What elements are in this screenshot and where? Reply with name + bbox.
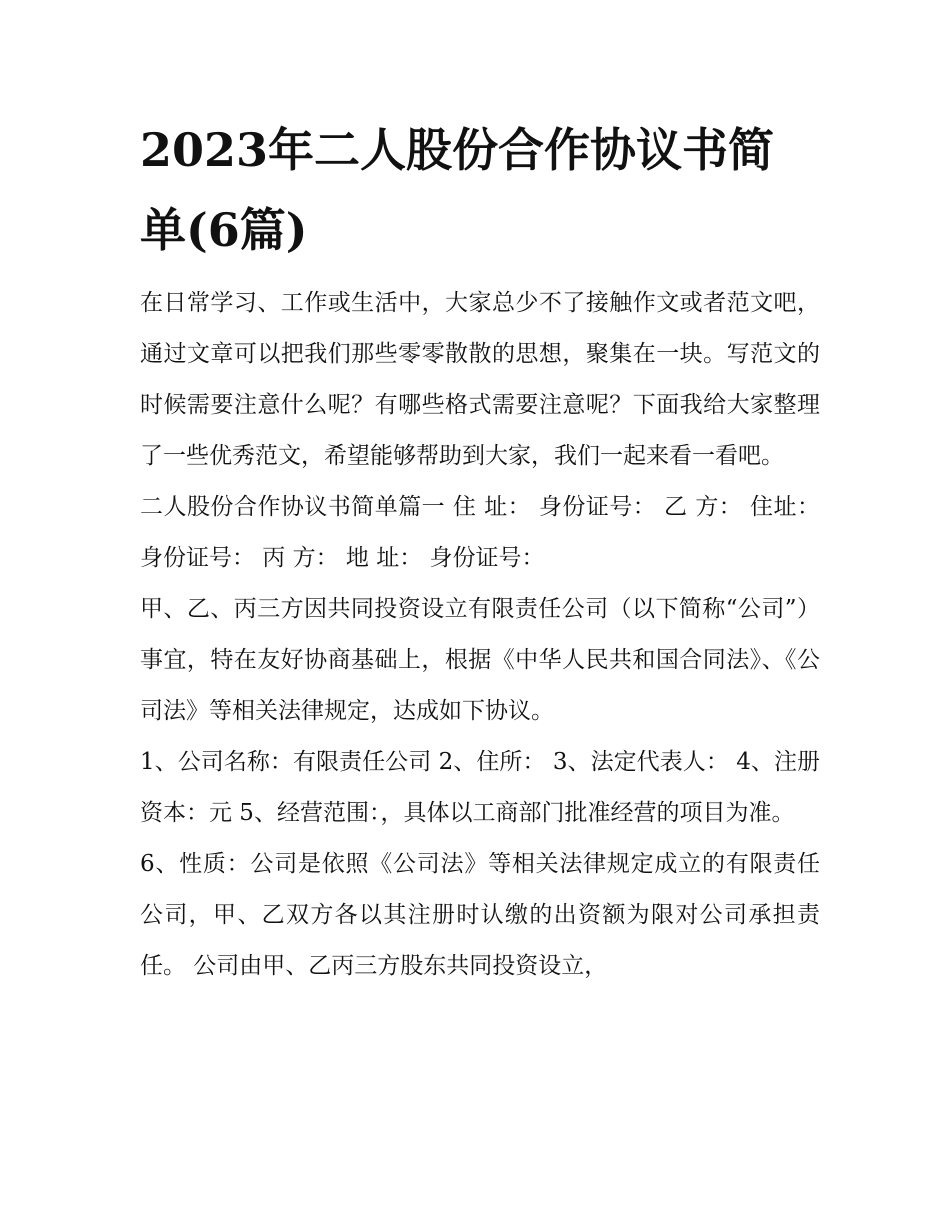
paragraph-intro: 在日常学习、工作或生活中，大家总少不了接触作文或者范文吧，通过文章可以把我们那些零零散散的思想，聚集在一块。写范文的时候需要注意什么呢？有哪些格式需要注意呢？下面我给大家整理了一些优秀范文，希望能够帮助到大家，我们一起来看一看吧。 — [140, 290, 820, 469]
paragraph-purpose: 甲、乙、丙三方因共同投资设立有限责任公司（以下简称“公司”）事宜，特在友好协商基础上，根据《中华人民共和国合同法》、《公司法》等相关法律规定，达成如下协议。 — [140, 596, 820, 724]
document-title: 2023年二人股份合作协议书简单(6篇) — [140, 123, 775, 257]
paragraph-nature: 6、性质：公司是依照《公司法》等相关法律规定成立的有限责任公司，甲、乙双方各以其注册时认缴的出资额为限对公司承担责任。 公司由甲、乙丙三方股东共同投资设立， — [140, 851, 820, 979]
paragraph-company-info: 1、公司名称：有限责任公司 2、住所： 3、法定代表人： 4、注册资本：元 5、经营范围：，具体以工商部门批准经营的项目为准。 — [140, 749, 820, 826]
title-block — [140, 110, 820, 270]
paragraph-parties: 二人股份合作协议书简单篇一 住 址： 身份证号： 乙 方： 住址： 身份证号： 丙 方： 地 址： 身份证号： — [140, 494, 820, 571]
document-page — [140, 110, 820, 992]
